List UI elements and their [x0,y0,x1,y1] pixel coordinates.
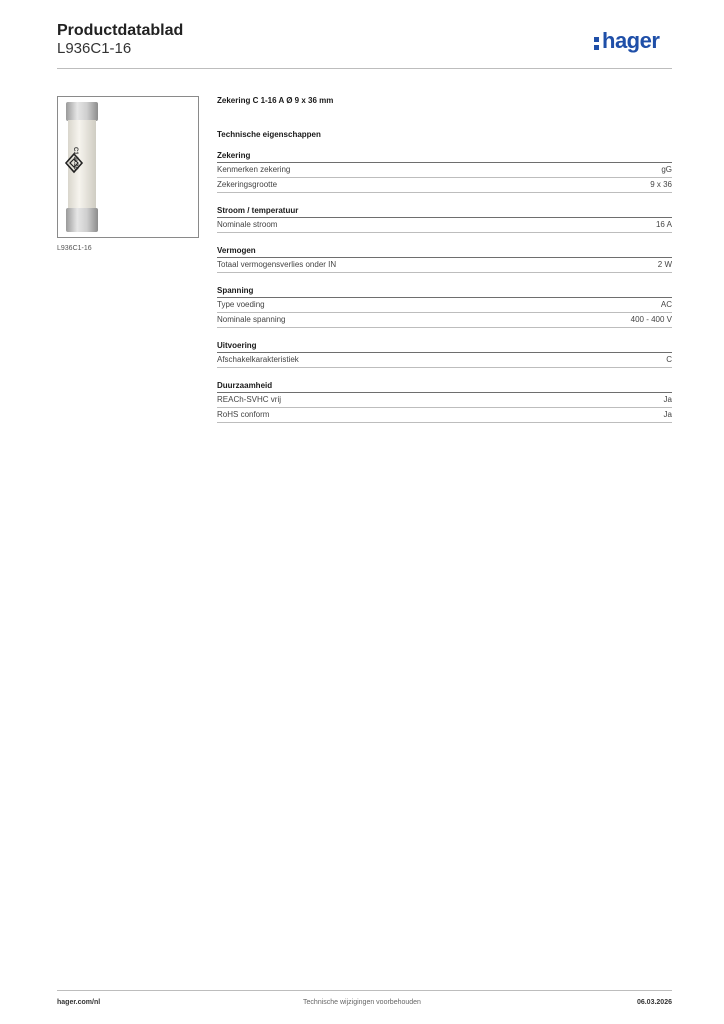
group-title: Stroom / temperatuur [217,206,672,218]
header-divider [57,68,672,69]
spec-label: Totaal vermogensverlies onder IN [217,260,337,269]
group-title: Zekering [217,151,672,163]
spec-value: 16 A [655,220,672,229]
spec-group-vermogen [217,246,672,273]
spec-value: Ja [663,410,672,419]
spec-value: 9 x 36 [650,180,672,189]
footer-disclaimer: Technische wijzigingen voorbehouden [303,999,421,1006]
spec-label: Nominale spanning [217,315,286,324]
logo-dots-icon [594,35,601,49]
spec-value: Ja [663,395,672,404]
spec-label: Kenmerken zekering [217,165,291,174]
fuse-marking: C1 9x36 [72,147,78,170]
product-image [57,96,199,238]
product-code: L936C1-16 [57,40,132,57]
spec-row [217,353,672,368]
footer-date: 06.03.2026 [636,999,672,1006]
spec-group-duurzaamheid [217,381,672,423]
spec-row [217,393,672,408]
spec-group-zekering [217,151,672,193]
spec-label: Afschakelkarakteristiek [217,355,299,364]
spec-label: Nominale stroom [217,220,278,229]
spec-row [217,298,672,313]
group-title: Duurzaamheid [217,381,672,393]
spec-row [217,313,672,328]
group-title: Spanning [217,286,672,298]
section-title: Technische eigenschappen [217,130,321,139]
fuse-illustration [58,97,198,237]
group-title: Uitvoering [217,341,672,353]
spec-value: 400 - 400 V [630,315,672,324]
spec-value: gG [661,165,672,174]
image-caption: L936C1-16 [57,245,92,252]
spec-group-stroom [217,206,672,233]
spec-value: C [666,355,672,364]
spec-label: Zekeringsgrootte [217,180,278,189]
hager-logo [594,28,659,54]
spec-row [217,163,672,178]
spec-value: AC [660,300,672,309]
spec-label: RoHS conform [217,410,270,419]
page-title: Productdatablad [57,22,184,39]
product-title: Zekering C 1-16 A Ø 9 x 36 mm [217,96,334,105]
footer-divider [57,990,672,991]
spec-group-spanning [217,286,672,328]
spec-content [217,96,672,436]
spec-label: REACh-SVHC vrij [217,395,282,404]
spec-value: 2 W [657,260,672,269]
spec-row [217,218,672,233]
spec-group-uitvoering [217,341,672,368]
logo-text: hager [602,28,660,53]
group-title: Vermogen [217,246,672,258]
footer-website-link[interactable]: hager.com/nl [57,999,101,1006]
spec-row [217,408,672,423]
spec-row [217,258,672,273]
spec-row [217,178,672,193]
spec-label: Type voeding [217,300,265,309]
